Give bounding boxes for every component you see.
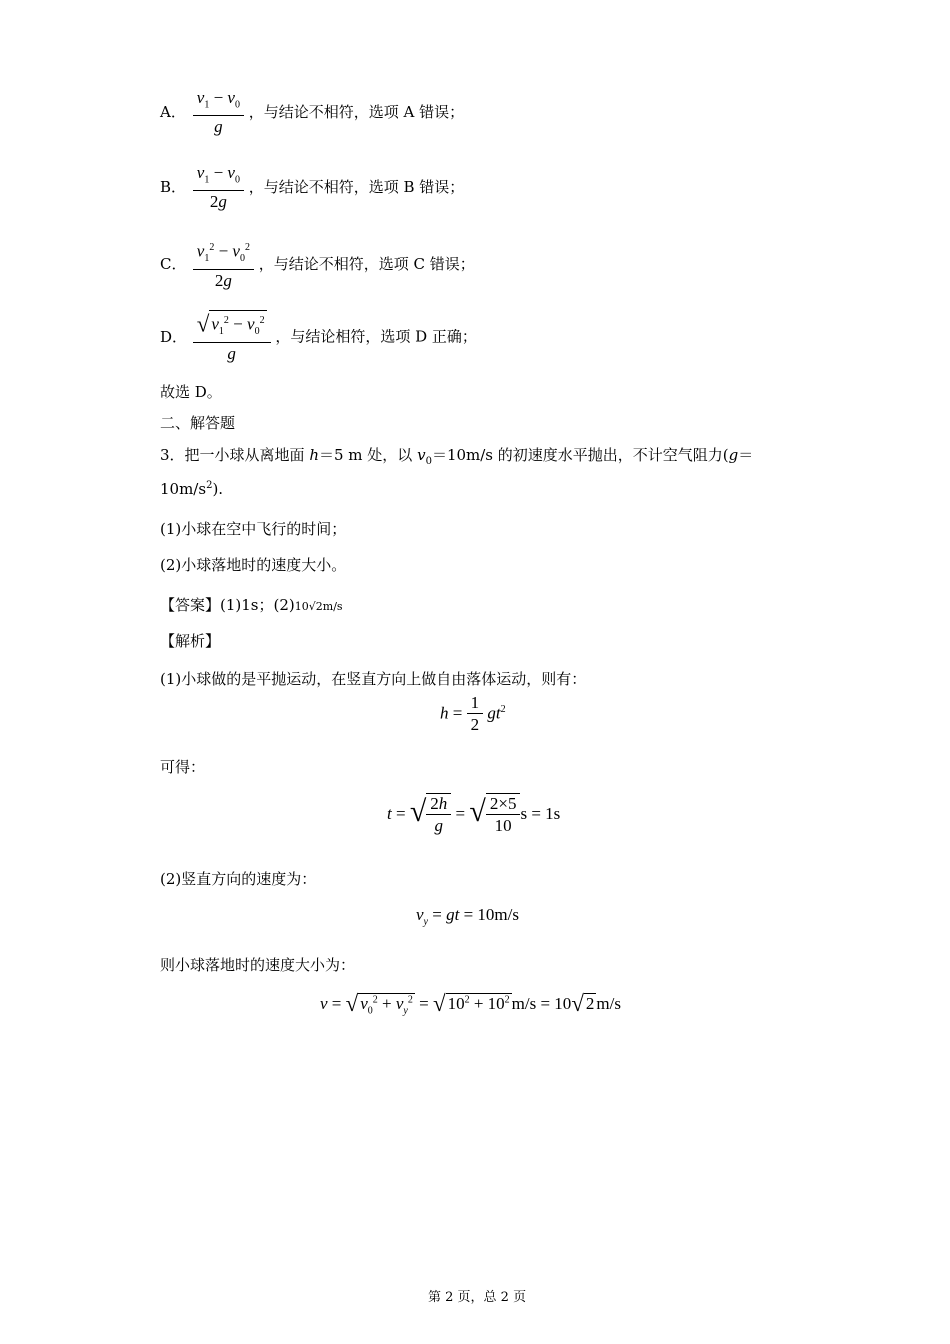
option-a: A． $\frac{v_1 - v_0}{g}$ ，与结论不相符，选项 A 错误； [160,88,465,137]
equation-h: h = $\frac{1}{2}$ $gt^2$ [440,693,506,734]
answer-label: 【答案】 [160,596,221,614]
option-c: C． $\frac{v_1^2 - v_0^2}{2g}$ ，与结论不相符，选项 C 错误； [160,238,475,292]
conclusion: 故选 D。 [160,383,222,401]
option-b: B． $\frac{v_1 - v_0}{2g}$ ，与结论不相符，选项 B 错误； [160,163,465,212]
equation-v: v = √ $v_0^2 + v_y^2$ = √ $10^2 + 10^2$ m/s = 10√ 2 m/s [320,991,621,1017]
section-title: 二、解答题 [160,414,236,432]
option-d: D． $\frac{√ v_1^2 - v_0^2}{g}$ ，与结论相符，选项 D 正确； [160,311,477,364]
analysis-p2: 可得： [160,758,206,776]
equation-t: t = √ $\frac{2h}{g}$ = √ $\frac{2\times 5}{10}$ s = 1s [387,794,561,835]
analysis-p1: (1)小球做的是平抛运动，在竖直方向上做自由落体运动，则有： [160,670,587,688]
analysis-p3: (2)竖直方向的速度为： [160,870,317,888]
question-3-line2: $10m/s^2$). [160,480,224,498]
answer: 【答案】(1)1s；(2)10√2m/s [160,596,343,614]
page-footer: 第 2 页，总 2 页 [428,1290,527,1305]
equation-vy: $v_y$ = gt = 10m/s [416,905,519,928]
question-3-line1: 3．把一小球从离地面 h＝5 m 处，以 $v_0=10m/s$ 的初速度水平抛出，不计空气阻力(g＝ [160,446,754,467]
option-d-formula: $\frac{√ v_1^2 - v_0^2}{g}$ [193,310,271,365]
option-b-formula: $\frac{v_1 - v_0}{2g}$ [193,163,244,213]
sub-question-1: (1)小球在空中飞行的时间； [160,520,347,538]
analysis-p4: 则小球落地时的速度大小为： [160,956,356,974]
option-a-formula: $\frac{v_1 - v_0}{g}$ [193,88,244,138]
analysis-label: 【解析】 [160,632,221,650]
sub-question-2: (2)小球落地时的速度大小。 [160,556,347,574]
option-c-formula: $\frac{v_1^2 - v_0^2}{2g}$ [193,238,254,292]
